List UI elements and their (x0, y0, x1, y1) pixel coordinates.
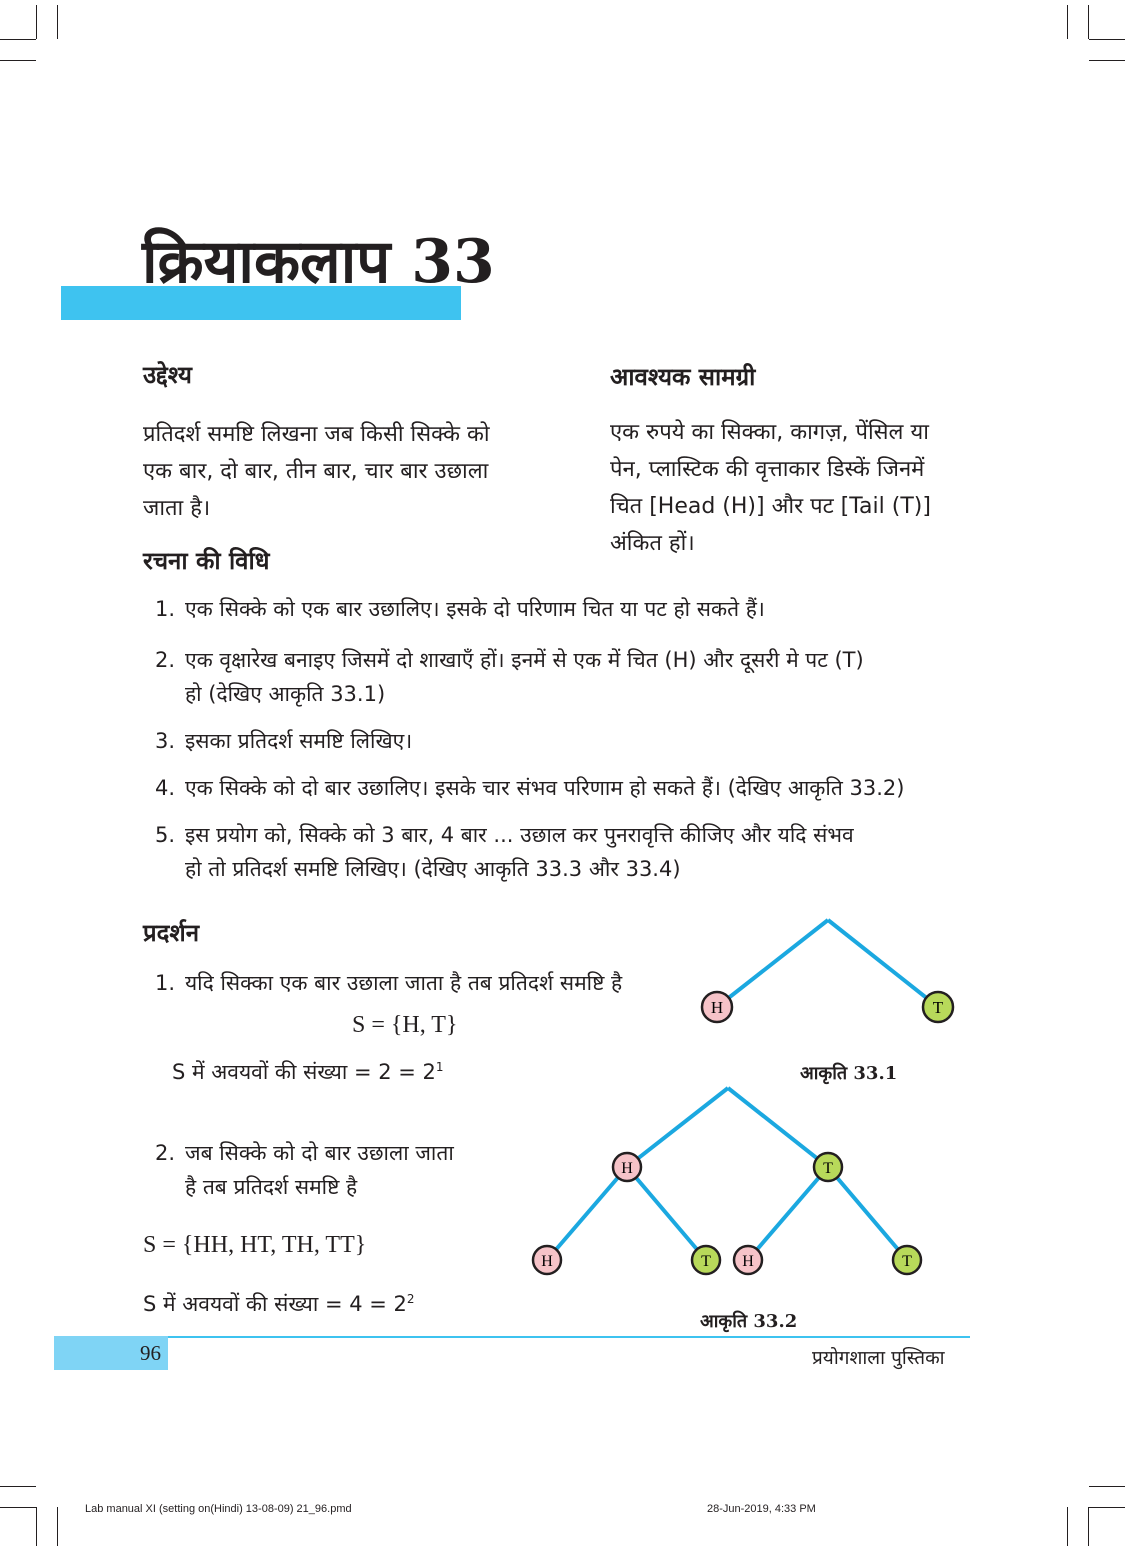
page-number: 96 (140, 1341, 161, 1365)
crop-mark (36, 5, 37, 39)
demo-text-continued: है तब प्रतिदर्श समष्टि है (185, 1175, 358, 1199)
objective-line: प्रतिदर्श समष्टि लिखना जब किसी सिक्के को (143, 422, 490, 447)
crop-mark (1067, 1507, 1068, 1546)
objective-line: जाता है। (143, 496, 211, 521)
chapter-title: क्रियाकलाप 33 (142, 227, 495, 297)
demonstration-heading: प्रदर्शन (143, 919, 200, 947)
step-number: 5. (155, 823, 176, 847)
svg-text:H: H (710, 998, 724, 1017)
method-heading: रचना की विधि (143, 547, 270, 575)
svg-text:H: H (541, 1253, 553, 1270)
method-step (155, 643, 864, 711)
step-text: एक सिक्के को दो बार उछालिए। इसके चार संभव परिणाम हो सकते हैं। (देखिए आकृति 33.2) (185, 776, 905, 800)
crop-mark (1089, 60, 1125, 61)
demo-number: 2. (155, 1141, 176, 1165)
figure-caption-33-1: आकृति 33.1 (800, 1063, 898, 1084)
head-node (734, 1246, 762, 1274)
step-number: 3. (155, 729, 176, 753)
crop-mark (1088, 5, 1089, 39)
print-slug-file: Lab manual XI (setting on(Hindi) 13-08-09) 21_96.pmd (85, 1503, 352, 1515)
step-number: 1. (155, 597, 176, 621)
crop-mark (1089, 39, 1125, 40)
crop-mark (1089, 1486, 1125, 1487)
crop-mark (0, 39, 36, 40)
tree-branch (828, 920, 938, 1007)
materials-line: एक रुपये का सिक्का, कागज़, पेंसिल या (610, 420, 929, 445)
tail-node (923, 992, 953, 1022)
footer-rule (168, 1336, 970, 1338)
tree-diagram-33-1 (690, 910, 980, 1035)
print-slug-date: 28-Jun-2019, 4:33 PM (707, 1503, 816, 1515)
book-title: प्रयोगशाला पुस्तिका (812, 1347, 945, 1369)
step-text-continued: हो तो प्रतिदर्श समष्टि लिखिए। (देखिए आकृति 33.3 और 33.4) (185, 857, 681, 881)
tree-branch (828, 1167, 907, 1260)
materials-line: पेन, प्लास्टिक की वृत्ताकार डिस्कें जिनमें (610, 457, 925, 482)
method-step (155, 592, 765, 626)
crop-mark (0, 1507, 36, 1508)
materials-text (610, 414, 970, 562)
tree-diagram-33-2 (520, 1080, 930, 1280)
crop-mark (57, 1507, 58, 1546)
materials-line: चित [Head (H)] और पट [Tail (T)] (610, 494, 931, 519)
tree-branch (627, 1167, 706, 1260)
crop-mark (1067, 5, 1068, 39)
crop-mark (1088, 1507, 1089, 1546)
sample-space-2: S = {HH, HT, TH, TT} (143, 1232, 367, 1258)
step-text: एक सिक्के को एक बार उछालिए। इसके दो परिणाम चित या पट हो सकते हैं। (185, 597, 765, 621)
tail-node (814, 1153, 842, 1181)
tree-branch (547, 1167, 627, 1260)
method-step (155, 724, 412, 758)
svg-text:T: T (823, 1160, 833, 1177)
element-count-1 (172, 1058, 444, 1086)
method-step (155, 771, 904, 805)
objective-text (143, 416, 555, 527)
head-node (533, 1246, 561, 1274)
demo-item-1 (155, 966, 622, 1000)
step-text: इसका प्रतिदर्श समष्टि लिखिए। (185, 729, 413, 753)
step-number: 2. (155, 648, 176, 672)
demo-number: 1. (155, 971, 176, 995)
demo-text: यदि सिक्का एक बार उछाला जाता है तब प्रतिदर्श समष्टि है (185, 971, 623, 995)
svg-text:T: T (902, 1253, 912, 1270)
method-step (155, 818, 854, 886)
demo-item-2 (155, 1136, 454, 1204)
svg-text:T: T (701, 1253, 711, 1270)
figure-caption-33-2: आकृति 33.2 (700, 1311, 798, 1332)
element-count-2 (143, 1290, 415, 1318)
svg-text:H: H (621, 1160, 633, 1177)
element-count-text: S में अवयवों की संख्या = 4 = 2 (143, 1292, 407, 1316)
tree-branch (748, 1167, 828, 1260)
step-number: 4. (155, 776, 176, 800)
materials-heading: आवश्यक सामग्री (610, 363, 756, 391)
sample-space-1: S = {H, T} (352, 1012, 458, 1038)
element-count-text: S में अवयवों की संख्या = 2 = 2 (172, 1060, 436, 1084)
exponent: 1 (435, 1060, 444, 1074)
svg-text:T: T (932, 998, 944, 1017)
crop-mark (36, 1507, 37, 1546)
tail-node (692, 1246, 720, 1274)
demo-text: जब सिक्के को दो बार उछाला जाता (185, 1141, 454, 1165)
step-text-continued: हो (देखिए आकृति 33.1) (185, 682, 386, 706)
exponent: 2 (406, 1292, 415, 1306)
step-text: इस प्रयोग को, सिक्के को 3 बार, 4 बार ... उछाल कर पुनरावृत्ति कीजिए और यदि संभव (185, 823, 854, 847)
crop-mark (1089, 1507, 1125, 1508)
tail-node (893, 1246, 921, 1274)
materials-line: अंकित हों। (610, 531, 695, 556)
crop-mark (0, 1486, 36, 1487)
crop-mark (0, 60, 36, 61)
tree-branch (627, 1088, 728, 1167)
objective-heading: उद्देश्य (143, 361, 192, 389)
crop-mark (57, 5, 58, 39)
tree-branch (717, 920, 828, 1007)
objective-line: एक बार, दो बार, तीन बार, चार बार उछाला (143, 459, 489, 484)
tree-branch (728, 1088, 828, 1167)
step-text: एक वृक्षारेख बनाइए जिसमें दो शाखाएँ हों। इनमें से एक में चित (H) और दूसरी मे पट (T) (185, 648, 864, 672)
head-node (702, 992, 732, 1022)
svg-text:H: H (742, 1253, 754, 1270)
head-node (613, 1153, 641, 1181)
